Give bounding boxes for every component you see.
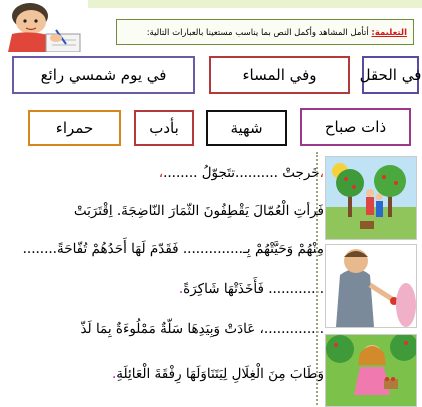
word-box-one-morning[interactable]: ذات صباح [300,108,411,146]
line-4-end: . [178,281,184,297]
boy-writing-illustration [0,0,86,52]
line-2-text: فَرأتِ الْعُمّالَ يَقْطِفُونَ الثّمَارَ النّاضِجَةَ. اِقْتَرَبَتْ [73,203,324,219]
line-3-end: ........ [22,241,57,257]
girl-with-basket-picture [325,334,417,407]
top-banner [88,0,422,8]
column-divider [316,152,318,405]
line-5-text: ..............، عَادَتْ وَبِيَدِهَا سَلّةٌ مَمْلُوءَةٌ بِمَا لَذّ [80,321,324,337]
line-6-end: . [112,366,117,382]
word-box-delicious[interactable]: شهية [206,110,287,146]
line-1-end: ، [158,165,164,181]
man-giving-apple-picture [325,244,417,328]
story-line-6 [112,366,324,382]
line-4-text: ............. فَأَخَذَتْهَا شَاكِرَةً [183,281,324,297]
line-6-text: وَطَابَ مِنَ الْغِلَالِ لِيَتَنَاوَلَهَا رِفْقَةَ الْعَائِلَةِ [116,366,324,382]
word-box-in-the-evening[interactable]: وفي المساء [209,56,350,94]
line-1-start-comma: ، [319,165,324,181]
word-box-sunny-day[interactable]: في يوم شمسي رائع [12,56,195,94]
story-line-1 [159,165,324,181]
story-line-5 [80,321,324,337]
story-line-3 [23,241,324,257]
word-box-in-the-field[interactable]: في الحقل [362,56,419,94]
word-box-red[interactable]: حمراء [28,110,121,146]
story-line-2 [74,203,324,219]
instruction-label: التعليمة: [371,28,407,38]
instruction-text: أتأمل المشاهد وأكمل النص بما يناسب مستعينا بالعبارات التالية: [146,28,372,38]
word-box-politely[interactable]: بأدب [134,110,194,146]
orchard-workers-picture [325,156,417,240]
instruction-box [116,19,414,45]
line-3-text: مِنْهُمْ وَحَيَّتْهُمْ بِـ.............. فَقَدّمَ لَهَا أَحَدُهُمْ تُفّاحَةً [56,241,324,257]
story-line-4 [179,281,324,297]
line-1-text: خَرجتْ ..........تتَجوّلُ ........ [163,165,320,181]
